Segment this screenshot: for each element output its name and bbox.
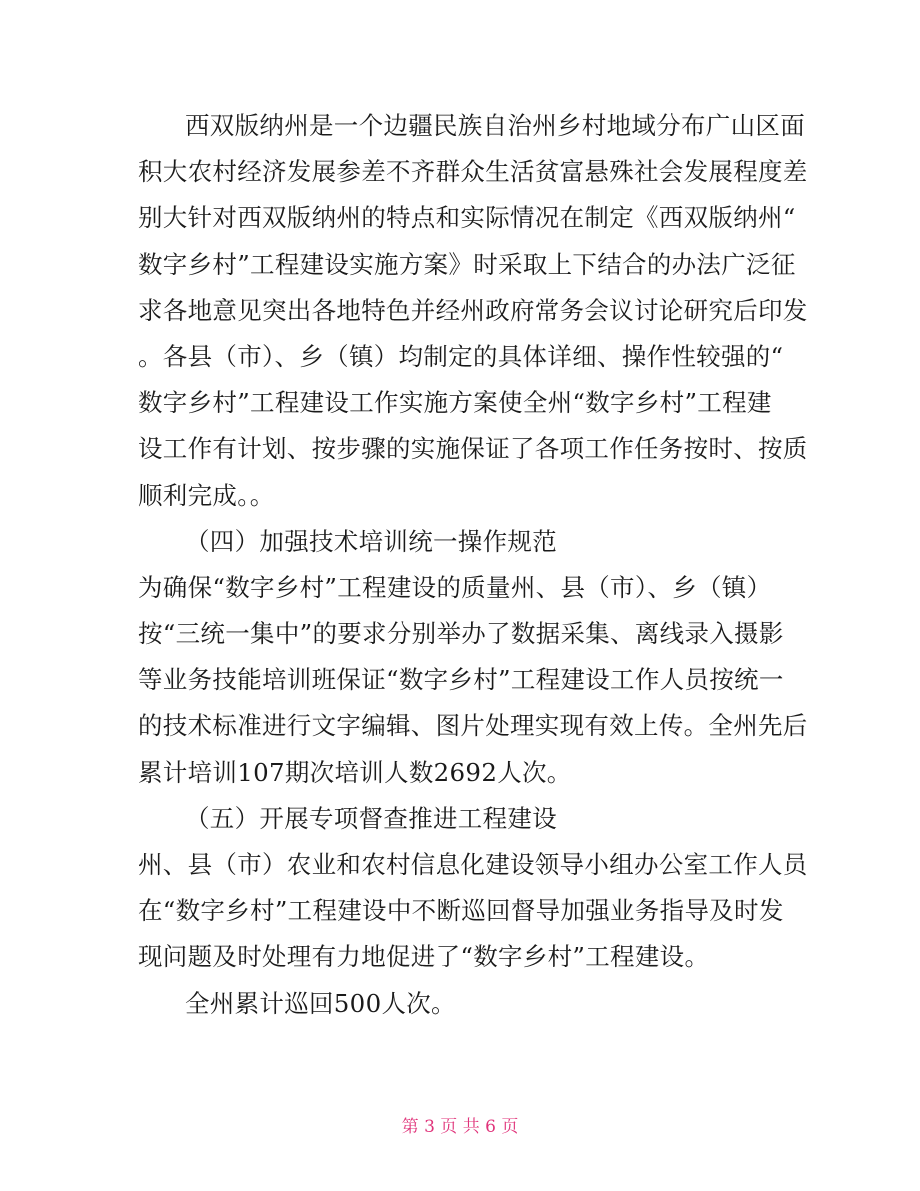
page-number-footer: 第 3 页 共 6 页: [401, 1117, 519, 1137]
text-line: 按“三统一集中”的要求分别举办了数据采集、离线录入摄影: [138, 619, 784, 649]
text-line: 顺利完成。。: [138, 480, 275, 510]
text-line: 在“数字乡村”工程建设中不断巡回督导加强业务指导及时发: [138, 896, 784, 926]
text-line: 累计培训107期次培训人数2692人次。: [138, 757, 572, 787]
text-line: 别大针对西双版纳州的特点和实际情况在制定《西双版纳州“: [138, 203, 796, 233]
text-line: （四）加强技术培训统一操作规范: [185, 526, 557, 556]
text-line: 。各县（市）、乡（镇）均制定的具体详细、操作性较强的“: [138, 341, 784, 371]
text-line: 求各地意见突出各地特色并经州政府常务会议讨论研究后印发: [138, 295, 808, 325]
text-line: 等业务技能培训班保证“数字乡村”工程建设工作人员按统一: [138, 665, 784, 695]
text-line: 设工作有计划、按步骤的实施保证了各项工作任务按时、按质: [138, 434, 808, 464]
text-line: 的技术标准进行文字编辑、图片处理实现有效上传。全州先后: [138, 711, 808, 741]
text-line: 为确保“数字乡村”工程建设的质量州、县（市）、乡（镇）: [138, 572, 772, 602]
text-line: 西双版纳州是一个边疆民族自治州乡村地域分布广山区面: [185, 111, 805, 140]
text-line: 数字乡村”工程建设工作实施方案使全州“数字乡村”工程建: [138, 388, 772, 418]
text-line: 全州累计巡回500人次。: [185, 988, 456, 1018]
text-line: 现问题及时处理有力地促进了“数字乡村”工程建设。: [138, 942, 710, 972]
text-line: 数字乡村”工程建设实施方案》时采取上下结合的办法广泛征: [138, 249, 796, 279]
text-line: 州、县（市）农业和农村信息化建设领导小组办公室工作人员: [138, 850, 808, 879]
document-body: [138, 103, 808, 1027]
text-line: 积大农村经济发展参差不齐群众生活贫富悬殊社会发展程度差: [138, 157, 808, 187]
text-line: （五）开展专项督查推进工程建设: [185, 803, 557, 833]
